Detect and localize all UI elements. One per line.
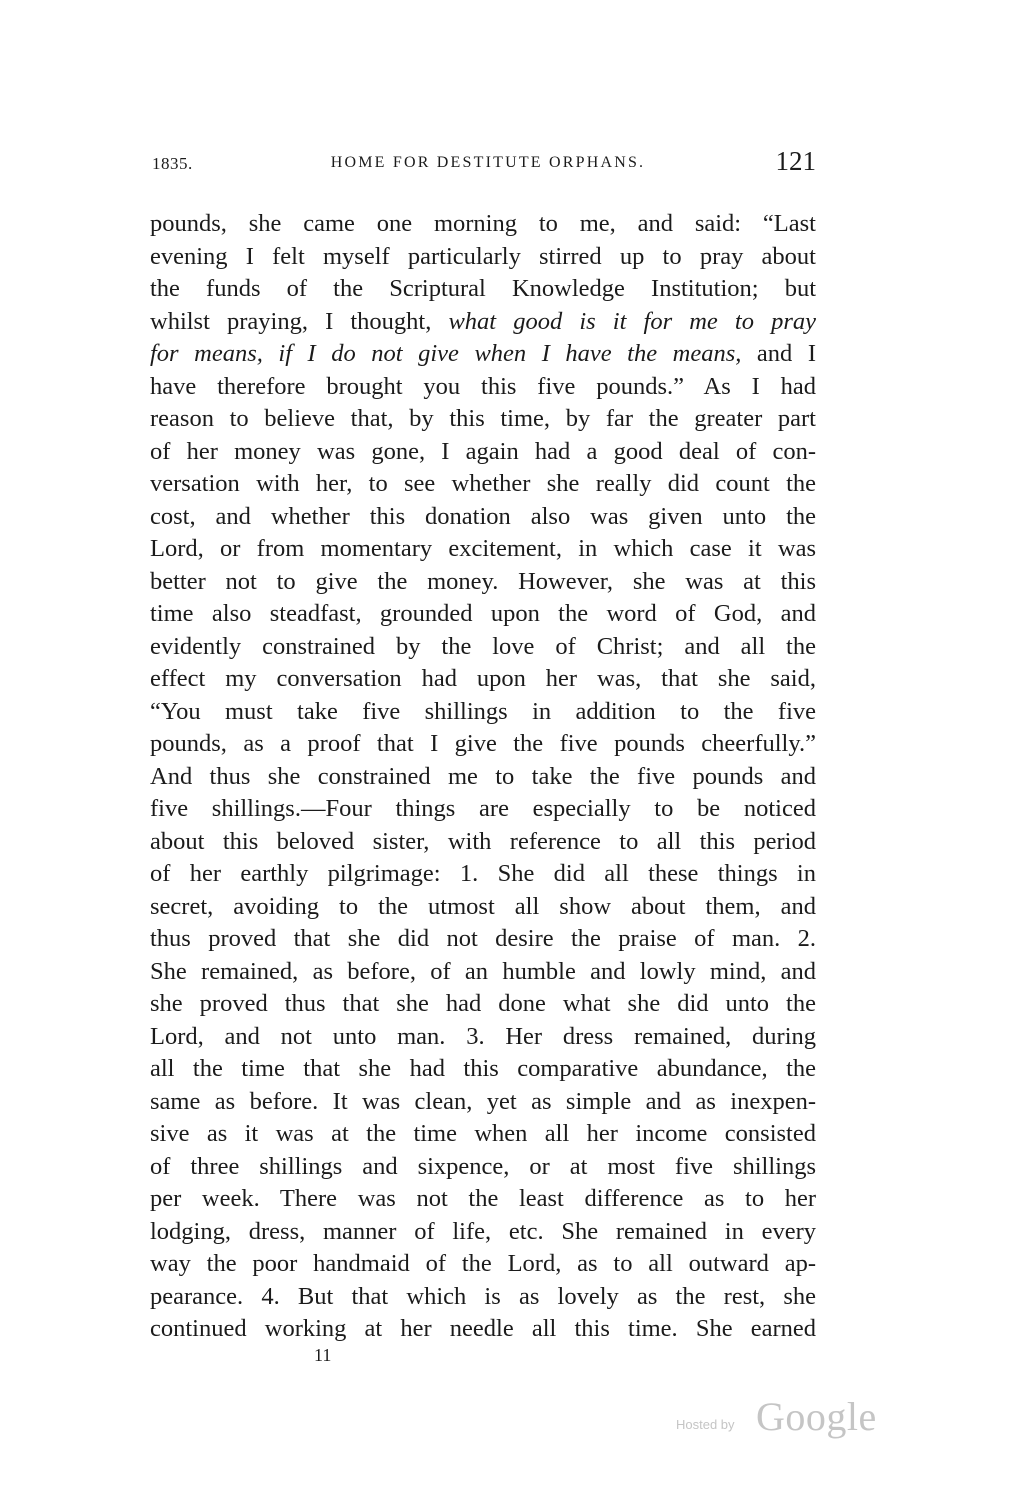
text-line: effect my conversation had upon her was, that she said, [150, 665, 816, 692]
text-line: pounds, she came one morning to me, and said: “Last [150, 210, 816, 237]
text-line: Lord, and not unto man. 3. Her dress remained, during [150, 1022, 816, 1050]
text-line: five shillings.—Four things are especially to be noticed [150, 795, 816, 822]
header-year: 1835. [152, 154, 193, 173]
text-line: And thus she constrained me to take the five pounds and [150, 762, 816, 790]
italic-run: for means, if I do not give when I have the means, [150, 340, 742, 367]
text-line: have therefore brought you this five pounds.” As I had [150, 372, 816, 400]
text-line: of three shillings and sixpence, or at most five shillings [150, 1152, 816, 1180]
text-line: versation with her, to see whether she really did count the [150, 470, 816, 497]
text-line: about this beloved sister, with reference to all this period [150, 827, 816, 855]
text-line: better not to give the money. However, she was at this [150, 567, 816, 595]
text-line-mixed [150, 306, 816, 339]
text-line: all the time that she had this comparative abundance, the [150, 1055, 816, 1082]
italic-run: what good is it for me to pray [448, 307, 816, 335]
text-run: whilst praying, I thought, [150, 307, 449, 335]
text-line: pearance. 4. But that which is as lovely as the rest, she [150, 1282, 816, 1310]
text-line: of her earthly pilgrimage: 1. She did all these things in [150, 860, 816, 887]
header-title: HOME FOR DESTITUTE ORPHANS. [330, 154, 646, 171]
text-line: “You must take five shillings in addition to the five [150, 697, 816, 725]
text-line: secret, avoiding to the utmost all show about them, and [150, 892, 816, 920]
text-line: of her money was gone, I again had a good deal of con- [150, 437, 816, 465]
text-line: same as before. It was clean, yet as simple and as inexpen- [150, 1087, 816, 1115]
watermark-google: Google [756, 1394, 877, 1439]
google-watermark [676, 1392, 886, 1440]
text-line: per week. There was not the least difference as to her [150, 1185, 816, 1212]
running-header [152, 146, 816, 182]
text-run: and I [741, 340, 816, 367]
text-line: pounds, as a proof that I give the five pounds cheerfully.” [150, 730, 816, 757]
text-line: time also steadfast, grounded upon the word of God, and [150, 600, 816, 627]
text-line: way the poor handmaid of the Lord, as to all outward ap- [150, 1250, 816, 1277]
text-line: thus proved that she did not desire the praise of man. 2. [150, 925, 816, 952]
page-number: 121 [775, 146, 816, 176]
text-line: sive as it was at the time when all her income consisted [150, 1120, 816, 1147]
text-line: evening I felt myself particularly stirred up to pray about [150, 242, 816, 270]
text-line: continued working at her needle all this time. She earned [150, 1315, 816, 1342]
text-line: the funds of the Scriptural Knowledge Institution; but [150, 275, 816, 302]
text-line: Lord, or from momentary excitement, in which case it was [150, 535, 816, 562]
text-line: evidently constrained by the love of Christ; and all the [150, 632, 816, 660]
watermark-hosted-by: Hosted by [676, 1417, 735, 1432]
text-line-mixed [150, 338, 816, 371]
text-line: lodging, dress, manner of life, etc. She remained in every [150, 1217, 816, 1245]
text-line: She remained, as before, of an humble and lowly mind, and [150, 957, 816, 985]
text-line: she proved thus that she had done what she did unto the [150, 990, 816, 1017]
text-line: reason to believe that, by this time, by far the greater part [150, 405, 816, 432]
signature-mark: 11 [314, 1345, 332, 1365]
body-text [150, 208, 816, 1346]
text-line: cost, and whether this donation also was given unto the [150, 502, 816, 530]
